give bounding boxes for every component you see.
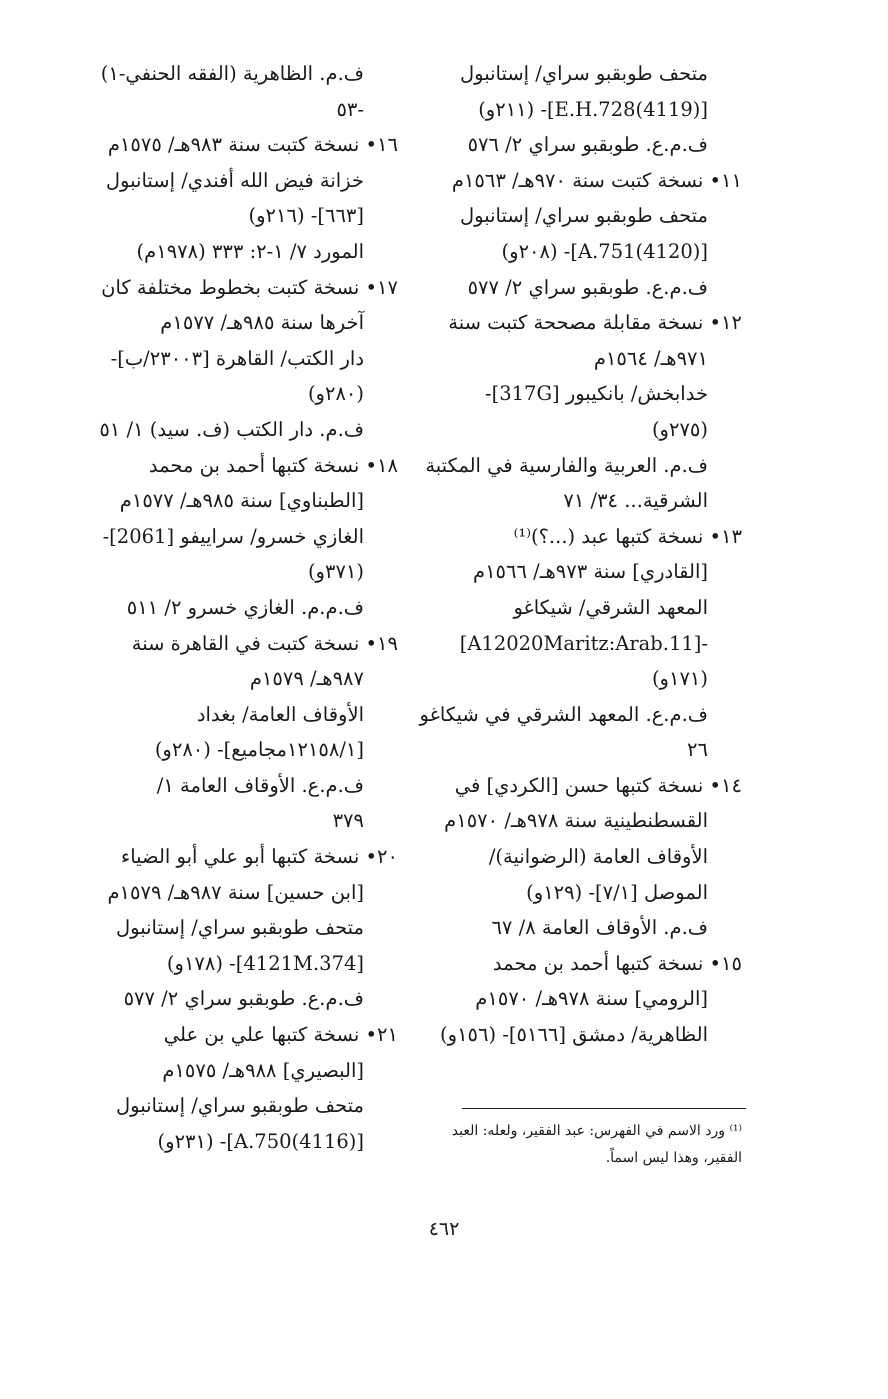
entry-line: الأوقاف العامة/ بغداد bbox=[196, 702, 364, 726]
manuscript-entry bbox=[442, 946, 742, 1053]
entry-line: [4121M.374]- (١٧٨و) bbox=[166, 951, 364, 975]
catalog-reference bbox=[442, 127, 742, 163]
entry-line: ف.م. الظاهرية (الفقه الحنفي-١) bbox=[100, 62, 364, 85]
manuscript-entry bbox=[53, 127, 398, 269]
entry-line: ف.م.ع. الأوقاف العامة ١/ bbox=[156, 773, 364, 797]
entry-line: دار الكتب/ القاهرة [٢٣٠٠٣/ب]- bbox=[110, 346, 364, 370]
entry-line: آخرها سنة ٩٨٥هـ/ ١٥٧٧م bbox=[160, 311, 364, 335]
entry-heading-line: ٢١• نسخة كتبها علي بن علي bbox=[163, 1023, 398, 1047]
catalog-reference bbox=[442, 56, 742, 127]
entry-heading-line: ١٦• نسخة كتبت سنة ٩٨٣هـ/ ١٥٧٥م bbox=[107, 133, 398, 157]
entry-line: [(4120)A.751]- (٢٠٨و) bbox=[501, 239, 708, 263]
entry-line: خزانة فيض الله أفندي/ إستانبول bbox=[105, 168, 364, 192]
entry-line: [٦٦٣]- (٢١٦و) bbox=[248, 204, 364, 228]
entry-line: (١٧١و) bbox=[651, 667, 708, 691]
footnote-line: ⁽¹⁾ ورد الاسم في الفهرس: عبد الفقير، ولعله: العبد bbox=[451, 1123, 742, 1139]
entry-line: متحف طوبقبو سراي/ إستانبول bbox=[459, 62, 708, 85]
manuscript-entry bbox=[53, 626, 398, 840]
entry-line: ف.م. دار الكتب (ف. سيد) ١/ ٥١ bbox=[99, 417, 364, 441]
manuscript-entry bbox=[53, 839, 398, 1017]
entry-line: الغازي خسرو/ سراييفو [2061]- bbox=[102, 524, 364, 548]
entry-line: [البصيري] ٩٨٨هـ/ ١٥٧٥م bbox=[162, 1058, 364, 1082]
entry-line: [القادري] سنة ٩٧٣هـ/ ١٥٦٦م bbox=[473, 560, 708, 584]
entry-heading-line: ١٣• نسخة كتبها عبد (...؟)⁽¹⁾ bbox=[513, 524, 742, 548]
manuscript-entry bbox=[425, 305, 742, 519]
entry-line: ٣٧٩ bbox=[332, 809, 364, 833]
entry-heading-line: ١٩• نسخة كتبت في القاهرة سنة bbox=[131, 631, 398, 655]
entry-line: [(4119)E.H.728]- (٢١١و) bbox=[478, 97, 708, 121]
entry-line: المورد ٧/ ١-٢: ٣٣٣ (١٩٧٨م) bbox=[136, 239, 364, 263]
entry-line: -٥٣ bbox=[336, 97, 364, 121]
entry-line: الظاهرية/ دمشق [٥١٦٦]- (١٥٦و) bbox=[440, 1023, 708, 1047]
entry-line: متحف طوبقبو سراي/ إستانبول bbox=[115, 916, 364, 940]
left-column bbox=[53, 56, 398, 1159]
entry-line: ف.م.ع. المعهد الشرقي في شيكاغو bbox=[419, 702, 708, 726]
entry-line: [الطبناوي] سنة ٩٨٥هـ/ ١٥٧٧م bbox=[119, 489, 364, 513]
entry-line: -[A12020Maritz:Arab.11] bbox=[459, 631, 708, 655]
entry-line: المعهد الشرقي/ شيكاغو bbox=[513, 595, 708, 619]
entry-line: خدابخش/ بانكيبور [317G]- bbox=[485, 382, 708, 406]
entry-line: الموصل [٧/١]- (١٢٩و) bbox=[526, 880, 708, 904]
right-column bbox=[419, 56, 742, 1053]
entry-line: [ابن حسين] سنة ٩٨٧هـ/ ١٥٧٩م bbox=[107, 880, 364, 904]
entry-line: ٢٦ bbox=[687, 738, 708, 762]
entry-line: متحف طوبقبو سراي/ إستانبول bbox=[115, 1094, 364, 1118]
entry-line: الأوقاف العامة (الرضوانية)/ bbox=[488, 845, 708, 869]
manuscript-entry bbox=[442, 768, 742, 946]
entry-line: (٢٧٥و) bbox=[651, 417, 708, 441]
entry-line: ف.م.ع. طوبقبو سراي ٢/ ٥٧٧ bbox=[467, 275, 708, 299]
manuscript-entry bbox=[442, 163, 742, 305]
page-number: ٤٦٢ bbox=[428, 1218, 460, 1240]
entry-line: ٩٨٧هـ/ ١٥٧٩م bbox=[249, 667, 364, 691]
entry-line: ف.م.ع. طوبقبو سراي ٢/ ٥٧٧ bbox=[123, 987, 364, 1011]
entry-heading-line: ١٧• نسخة كتبت بخطوط مختلفة كان bbox=[101, 275, 398, 299]
entry-line: ف.م.ع. طوبقبو سراي ٢/ ٥٧٦ bbox=[467, 133, 708, 157]
entry-line: الشرقية... ٣٤/ ٧١ bbox=[563, 489, 708, 513]
entry-line: القسطنطينية سنة ٩٧٨هـ/ ١٥٧٠م bbox=[444, 809, 708, 833]
catalog-reference bbox=[53, 56, 398, 127]
manuscript-entry bbox=[53, 1017, 398, 1159]
entry-heading-line: ١٥• نسخة كتبها أحمد بن محمد bbox=[492, 951, 742, 975]
entry-heading-line: ١١• نسخة كتبت سنة ٩٧٠هـ/ ١٥٦٣م bbox=[451, 168, 742, 192]
entry-line: (٢٨٠و) bbox=[307, 382, 364, 406]
entry-line: ف.م. العربية والفارسية في المكتبة bbox=[425, 453, 708, 477]
footnote-line: الفقير، وهذا ليس اسماً. bbox=[605, 1150, 742, 1166]
entry-line: [(4116)A.750]- (٢٣١و) bbox=[157, 1129, 364, 1153]
entry-line: ف.م.م. الغازي خسرو ٢/ ٥١١ bbox=[126, 595, 364, 619]
manuscript-entry bbox=[53, 270, 398, 448]
manuscript-entry bbox=[53, 448, 398, 626]
entry-heading-line: ١٨• نسخة كتبها أحمد بن محمد bbox=[148, 453, 398, 477]
entry-heading-line: ١٢• نسخة مقابلة مصححة كتبت سنة bbox=[448, 311, 742, 335]
entry-heading-line: ١٤• نسخة كتبها حسن [الكردي] في bbox=[454, 773, 742, 797]
manuscript-entry bbox=[419, 519, 742, 768]
entry-line: ف.م. الأوقاف العامة ٨/ ٦٧ bbox=[491, 916, 708, 940]
entry-line: [الرومي] سنة ٩٧٨هـ/ ١٥٧٠م bbox=[475, 987, 708, 1011]
entry-line: (٣٧١و) bbox=[307, 560, 364, 584]
footnote bbox=[442, 1118, 742, 1172]
footnote-rule bbox=[462, 1108, 746, 1109]
entry-heading-line: ٢٠• نسخة كتبها أبو علي أبو الضياء bbox=[121, 845, 398, 869]
entry-line: [١٢١٥٨/١مجاميع]- (٢٨٠و) bbox=[154, 738, 364, 762]
entry-line: ٩٧١هـ/ ١٥٦٤م bbox=[593, 346, 708, 370]
entry-line: متحف طوبقبو سراي/ إستانبول bbox=[459, 204, 708, 228]
